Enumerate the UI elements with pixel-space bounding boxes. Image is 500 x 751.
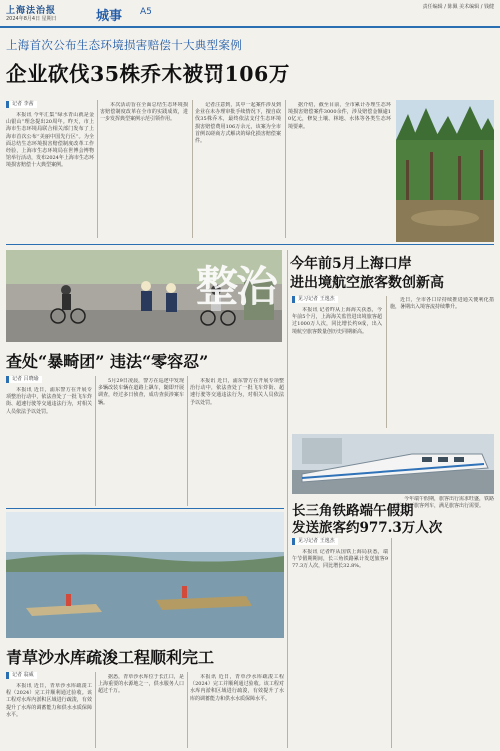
editor-credits: 责任编辑 / 陈佩 美术编辑 / 钱健 [422, 4, 494, 10]
story2-column-2 [390, 297, 494, 428]
story3-paragraph: 本报讯 近日，浦东警方在开展专项整治行动中，依法查处了一批飞车炸街、超速行驶等交通违法行为，对相关人员依法予以处罚。 [190, 378, 284, 406]
story4-byline: 见习记者 王逸杰 [292, 538, 338, 545]
section-rule [6, 508, 284, 509]
story5-paragraph: 据悉，青草沙水库位于长江口，是上海重要的水源地之一，供水服务人口超过千万。 [98, 674, 184, 695]
column-divider [187, 672, 188, 748]
story5-paragraph: 本报讯 近日，青草沙水库疏浚工程（2024）完工并顺利通过验收。该工程对水库内淤积区域进行疏浚，有效提升了水库的调蓄能力和供水水质保障水平。 [190, 674, 284, 702]
lead-kicker: 上海首次公布生态环境损害赔偿十大典型案例 [6, 38, 242, 52]
issue-date: 2024年8月4日 星期日 [6, 16, 57, 22]
stamp-text: 整治 [196, 262, 277, 311]
train-photo [292, 434, 494, 494]
lead-byline: 记者 李茜 [6, 101, 37, 108]
lead-paragraph: 本次活动旨在全面总结生态环境损害赔偿制度改革在全市的实践成效，进一步发挥典型案例示范引领作用。 [100, 102, 188, 123]
column-divider [95, 376, 96, 506]
story3-title: 查处“暴畸团” 违法“零容忍” [6, 352, 209, 371]
lead-column-3 [195, 102, 281, 236]
lead-column-4 [288, 102, 391, 236]
story3-column-3 [190, 378, 284, 506]
story5-title: 青草沙水库疏浚工程顺利完工 [6, 648, 215, 667]
lead-headline: 企业砍伐35株乔木被罚106万 [6, 62, 290, 86]
column-divider [95, 672, 96, 748]
section-rule [6, 244, 494, 245]
column-divider [187, 376, 188, 506]
lead-column-2 [100, 102, 188, 236]
newspaper-logo: 上海法治报 [6, 6, 57, 16]
column-divider [386, 296, 387, 428]
story2-paragraph: 近日，全市各口岸持续推进通关便利化措施，暑期出入境客流持续攀升。 [390, 297, 494, 311]
header-rule [0, 26, 500, 28]
forest-photo [396, 100, 494, 242]
story5-paragraph: 本报讯 近日，青草沙水库疏浚工程（2024）完工并顺利通过验收。该工程对水库内淤积区域进行疏浚，有效提升了水库的调蓄能力和供水水质保障水平。 [6, 683, 92, 718]
story3-byline: 记者 吕晓瑜 [6, 376, 42, 383]
story4-column-1 [292, 549, 388, 747]
column-divider [97, 100, 98, 238]
story5-column-2 [98, 674, 184, 747]
lead-column-1 [6, 112, 94, 236]
reservoir-photo [6, 512, 284, 638]
story5-column-3 [190, 674, 284, 747]
story3-paragraph: 本报讯 近日，浦东警方在开展专项整治行动中，依法查处了一批飞车炸街、超速行驶等交通违法行为，对相关人员依法予以处罚。 [6, 387, 92, 415]
column-divider [192, 100, 193, 238]
story3-column-1 [6, 387, 92, 505]
lead-paragraph: 据介绍，截至目前，全市累计办理生态环境损害赔偿案件3000余件，涉及赔偿金额逾10亿元，修复土壤、林地、水体等各类生态环境要素。 [288, 102, 391, 130]
lead-paragraph: 本报讯 今年汇集“绿水青山就是金山银山”理念提出20周年。昨天，市上海市生态环境局联合相关部门发布了上海市首次公布“美丽中国先行区”。为全面总结生态环境损害赔偿制度改革工作经验，上海市生态环境局在世博会博物馆举行活动，发布2024年上海市生态环境损害赔偿十大典型案例。 [6, 112, 94, 169]
page-number: A5 [140, 7, 152, 17]
story4-title-line2: 发送旅客约977.3万人次 [292, 520, 443, 536]
story2-paragraph: 本报讯 记者昨从上海海关获悉，今年前5个月，上海海关监管进出境旅客超过1000万人次，同比增长约9成，出入境航空旅客数量创历史同期新高。 [292, 307, 382, 335]
lead-paragraph: 记者注意到，其中一起案件涉及到企业在未办理审批手续情况下，擅自砍伐35株乔木，最终依法支付生态环境损害赔偿费用106万余元，该案为全市首例以磋商方式解决的绿化损害赔偿案件。 [195, 102, 281, 145]
story2-column-1 [292, 307, 382, 425]
section-title: 城事 [96, 9, 123, 24]
story5-column-1 [6, 683, 92, 747]
story5-byline: 记者 翁威 [6, 672, 37, 679]
column-divider [285, 100, 286, 238]
story4-paragraph: 今年端午假期，旅客出行需求旺盛，铁路部门加开旅客列车，满足旅客出行需要。 [394, 496, 494, 510]
story4-title-line1: 长三角铁路端午假期 [292, 503, 414, 519]
story4-column-2 [394, 496, 494, 747]
story2-title-line1: 今年前5月上海口岸 [290, 256, 412, 272]
story3-column-2 [98, 378, 184, 506]
story2-byline: 见习记者 王逸杰 [292, 296, 338, 303]
story2-title-line2: 进出境航空旅客数创新高 [290, 275, 444, 291]
story4-paragraph: 本报讯 记者昨从国铁上海局获悉，端午节假期期间，长三角铁路累计发送旅客977.3万人次，同比增长32.8%。 [292, 549, 388, 570]
page-column-divider [287, 250, 288, 748]
story3-paragraph: 5月29日凌晨，警方在巡逻中发现多辆改装车辆在道路上飙车，随即开展调查，经过多日侦查，成功查获涉案车辆。 [98, 378, 184, 406]
column-divider [391, 538, 392, 748]
